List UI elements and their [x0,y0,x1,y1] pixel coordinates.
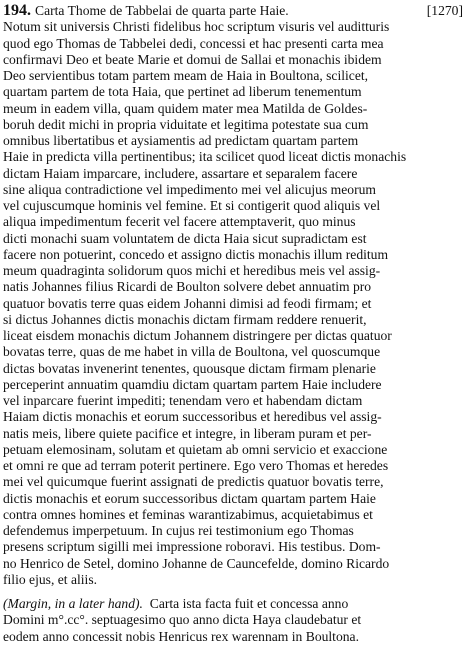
text-line: Deo servientibus totam partem meam de Haia in Boultona, scilicet, [3,68,369,83]
margin-note [3,596,469,645]
text-line: bovatas terre, quas de me habet in villa de Boultona, vel quoscumque [3,344,381,360]
charter-number: 194. [3,2,31,19]
text-line: vel cujuscumque hominis vel femine. Et si contigerit quod aliquis vel [3,198,381,213]
margin-note-first-text: Carta ista facta fuit et concessa anno [149,596,349,611]
text-line: contra omnes homines et feminas warantizabimus, acquietabimus et [3,506,373,522]
text-line: natis meis, libere quiete pacifice et integre, in liberam puram et per- [3,425,372,441]
margin-note-text [3,612,469,645]
note-line: Domini m°.cc°. septuagesimo quo anno dicta Haya claudebatur et [3,612,362,628]
text-line: si dictus Johannes dictis monachis dictam firmam reddere renuerit, [3,311,367,327]
charter-page [3,3,469,645]
charter-heading [3,3,469,19]
text-line: sine aliqua contradictione vel impedimento mei vel alicujus meorum [3,181,376,197]
margin-note-first-line [3,596,469,612]
text-line: meum in eadem villa, quam quidem mater mea Matilda de Goldes- [3,100,368,116]
text-line: quatuor bovatis terre quas eidem Johanni dimisi ad feodi firmam; et [3,295,372,311]
text-line: quartam partem de tota Haia, que pertinet ad liberum tenementum [3,84,362,100]
text-line: boruh dedit michi in propria viduitate et legitima potestate sua cum [3,116,369,132]
text-line: meum quadraginta solidorum quos michi et heredibus meis vel assig- [3,263,381,278]
text-line: liceat eisdem monachis dictum Johannem distringere per dictas quatuor [3,328,392,343]
text-line: et omni re que ad terram poterit pertinere. Ego vero Thomas et heredes [3,458,389,473]
text-line: facere non potuerint, concedo et assigno dictis monachis illum reditum [3,246,389,262]
text-line: dicti monachi suam voluntatem de dicta Haia sicut supradictam est [3,230,367,246]
text-line: perceperint annuatim quamdiu dictam quartam partem Haie includere [3,376,382,392]
text-line: Haiam dictis monachis et eorum successoribus et heredibus vel assig- [3,409,382,425]
text-line: mei vel quicumque fuerint assignati de predictis quatuor bovatis terre, [3,474,384,490]
text-line: dictis monachis et eorum successoribus dictam quartam partem Haie [3,490,376,506]
text-line: petuam elemosinam, solutam et quietam ab omni servicio et exaccione [3,441,388,457]
text-line: presens scriptum sigilli mei impressione roboravi. His testibus. Dom- [3,539,381,555]
text-line: dictas bovatas invenerint tenentes, quousque dictam firmam plenarie [3,360,376,376]
text-line: Haie in predicta villa pertinentibus; ita scilicet quod liceat dictis monachis [3,149,407,165]
charter-title: Carta Thome de Tabbelai de quarta parte Haie. [35,3,289,18]
text-line: Notum sit universis Christi fidelibus hoc scriptum visuris vel auditturis [3,19,390,35]
text-line: no Henrico de Setel, domino Johanne de Cauncefelde, domino Ricardo [3,555,390,571]
text-line: quod ego Thomas de Tabbelei dedi, concessi et hac presenti carta mea [3,35,384,51]
text-line: vel inparcare fuerint impediti; tenendam vero et habendam dictam [3,393,363,408]
charter-text [3,19,469,588]
margin-note-label: (Margin, in a later hand). [3,596,143,611]
text-line: dictam Haiam imparcare, includere, assartare et separalem facere [3,165,358,181]
text-line: natis Johannes filius Ricardi de Boulton solvere debet annuatim pro [3,279,372,295]
charter-date: [1270] [426,3,463,18]
text-line: defendemus imperpetuum. In cujus rei testimonium ego Thomas [3,523,354,538]
text-line: confirmavi Deo et beate Marie et domui de Sallai et monachis ibidem [3,51,382,67]
text-line: omnibus libertatibus et aysiamentis ad predictam quartam partem [3,133,359,148]
text-line: filio ejus, et aliis. [3,571,98,587]
note-line: eodem anno concessit nobis Henricus rex warennam in Boultona. [3,628,359,644]
text-line: aliqua impedimentum fecerit vel facere attemptaverit, quo minus [3,214,356,230]
